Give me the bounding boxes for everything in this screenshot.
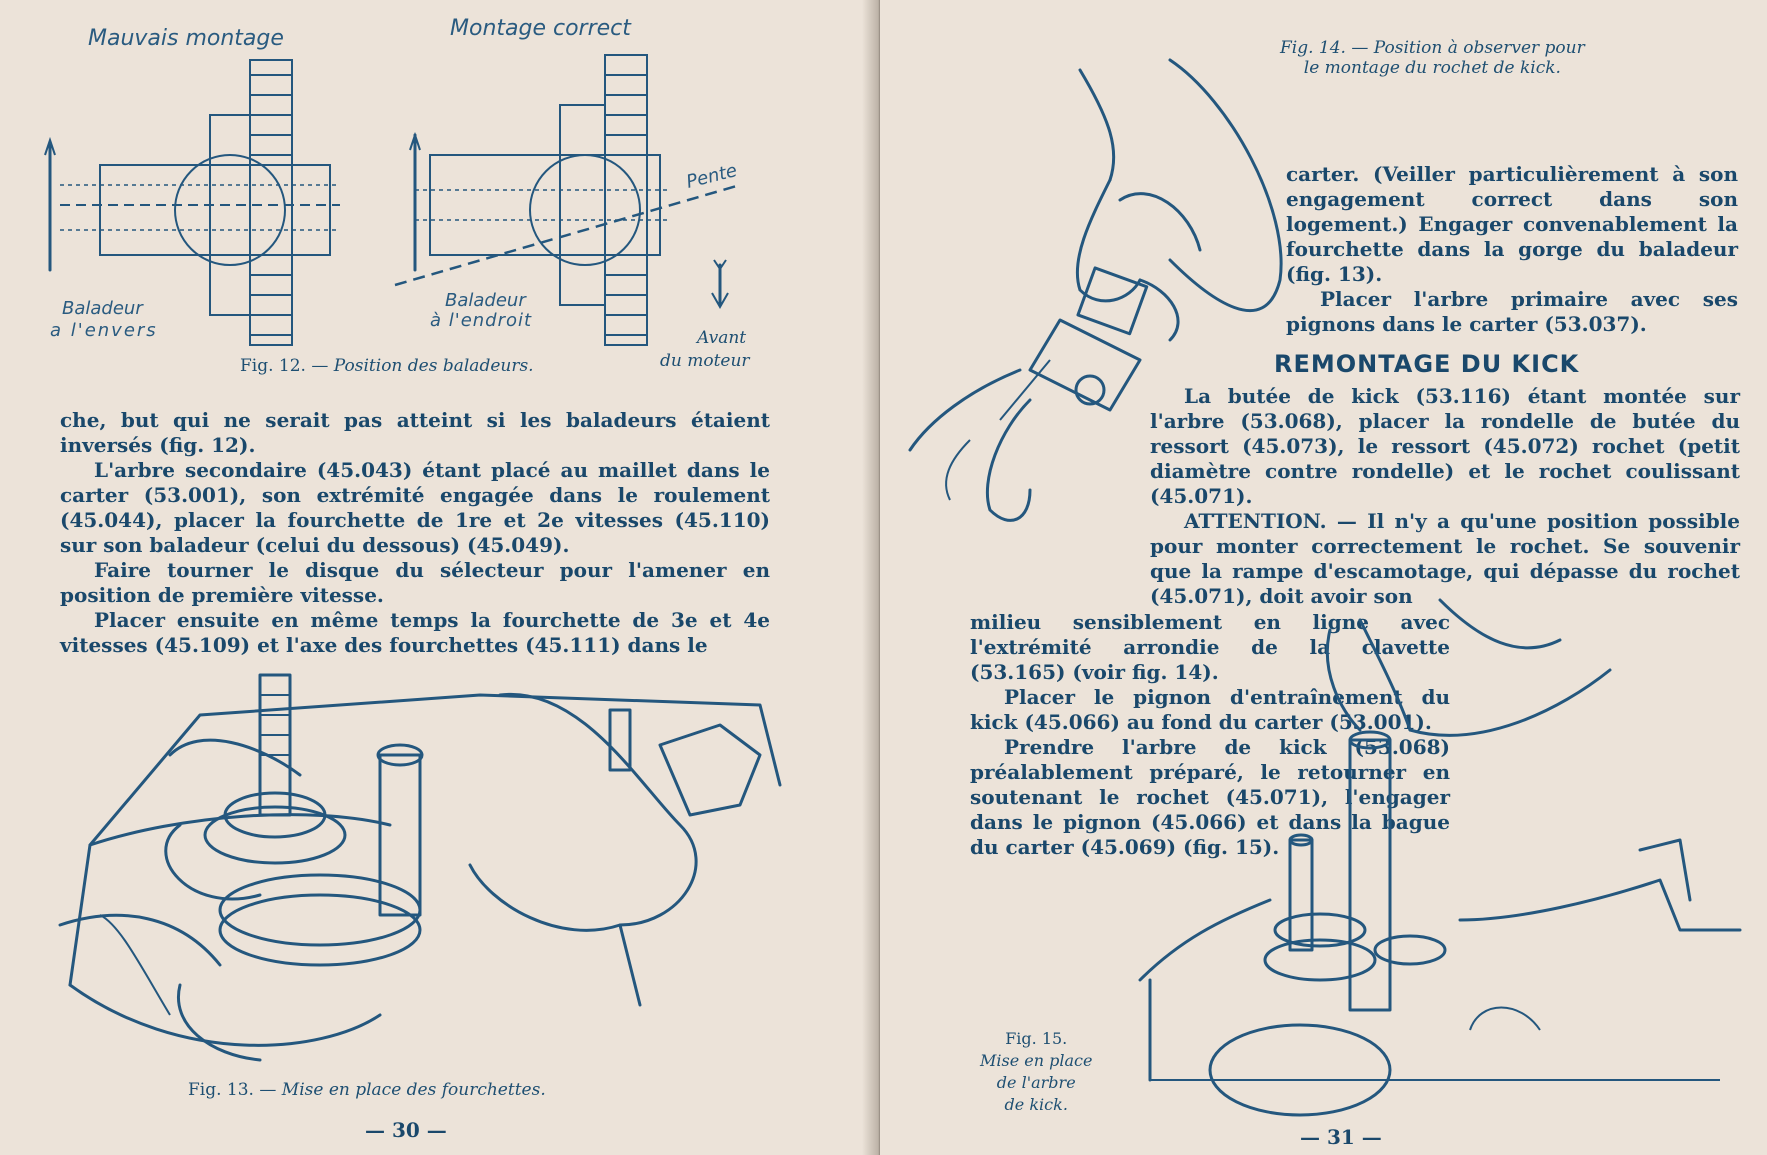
fig12-label-slope: Pente <box>684 160 740 193</box>
fig14-caption-line2: le montage du rochet de kick. <box>1303 58 1561 78</box>
fig12-label-envers-2: a l'envers <box>50 320 158 341</box>
page-number-right: — 31 — <box>1300 1125 1382 1149</box>
left-page <box>0 0 874 1155</box>
fig12-label-correct: Montage correct <box>450 16 631 41</box>
right-paragraph: Prendre l'arbre de kick (53.068) préalablement préparé, le retourner en soutenant le rochet (45.071), l'engager dans le pignon (45.066) et dans la bague du carter (45.069) (fig. 15). <box>970 735 1450 859</box>
right-paragraph: Placer l'arbre primaire avec ses pignons dans le carter (53.037). <box>1286 287 1738 336</box>
fig12-caption-number: Fig. 12. — <box>240 356 329 376</box>
fig15-caption-line1: Fig. 15. <box>1005 1029 1068 1048</box>
section-heading: REMONTAGE DU KICK <box>1274 350 1580 378</box>
fig12-gear-diagram <box>40 55 760 345</box>
fig13-caption-text: Mise en place des fourchettes. <box>281 1080 546 1100</box>
fig12-label-front-1: Avant <box>697 328 747 348</box>
fig15-caption-line2: Mise en place <box>980 1051 1093 1070</box>
right-paragraph: La butée de kick (53.116) étant montée sur l'arbre (53.068), placer la rondelle de butée du ressort (45.073), le ressort (45.072) rochet (petit diamètre contre rondelle) et le rochet coulissant (45.071). <box>1150 384 1740 508</box>
right-page <box>880 0 1767 1155</box>
fig12-caption-text: Position des baladeurs. <box>333 356 534 376</box>
fig15-caption <box>980 1028 1092 1116</box>
fig13-gearbox-illustration <box>60 665 780 1065</box>
fig15-caption-line4: de kick. <box>1004 1095 1068 1114</box>
right-paragraph: Placer le pignon d'entraînement du kick (45.066) au fond du carter (53.001). <box>970 685 1450 734</box>
fig15-caption-line3: de l'arbre <box>996 1073 1076 1092</box>
fig13-caption-number: Fig. 13. — <box>188 1080 277 1100</box>
right-paragraph: milieu sensiblement en ligne avec l'extrémité arrondie de la clavette (53.165) (voir fig. 14). <box>970 610 1450 684</box>
left-text-block <box>60 408 770 658</box>
fig12-label-front-2: du moteur <box>660 351 750 371</box>
fig12-label-envers-1: Baladeur <box>62 298 143 319</box>
fig12-label-endroit-2: à l'endroit <box>430 310 533 331</box>
fig15-kick-shaft-illustration <box>1180 600 1740 1090</box>
fig12-label-endroit-1: Baladeur <box>445 290 526 311</box>
right-top-text <box>1286 162 1738 337</box>
right-paragraph: carter. (Veiller particulièrement à son engagement correct dans son logement.) Engager convenablement la fourchette dans la gorge du baladeur (fig. 13). <box>1286 162 1738 286</box>
page-number-left: — 30 — <box>365 1118 447 1142</box>
fig12-label-wrong: Mauvais montage <box>88 26 284 51</box>
left-paragraph: Placer ensuite en même temps la fourchette de 3e et 4e vitesses (45.109) et l'axe des fourchettes (45.111) dans le <box>60 608 770 657</box>
fig13-caption <box>188 1080 546 1100</box>
fig14-caption <box>1280 38 1585 78</box>
right-paragraph: ATTENTION. — Il n'y a qu'une position possible pour monter correctement le rochet. Se souvenir que la rampe d'escamotage, qui dépasse du rochet (45.071), doit avoir son <box>1150 509 1740 608</box>
fig14-caption-line1: Fig. 14. — Position à observer pour <box>1280 38 1585 58</box>
fig12-caption <box>240 356 534 376</box>
left-paragraph: che, but qui ne serait pas atteint si les baladeurs étaient inversés (fig. 12). <box>60 408 770 457</box>
left-paragraph: L'arbre secondaire (45.043) étant placé au maillet dans le carter (53.001), son extrémité engagée dans le roulement (45.044), placer la fourchette de 1re et 2e vitesses (45.110) sur son baladeur (celui du dessous) (45.049). <box>60 458 770 557</box>
left-paragraph: Faire tourner le disque du sélecteur pour l'amener en position de première vitesse. <box>60 558 770 607</box>
right-mid-text <box>1150 384 1740 609</box>
